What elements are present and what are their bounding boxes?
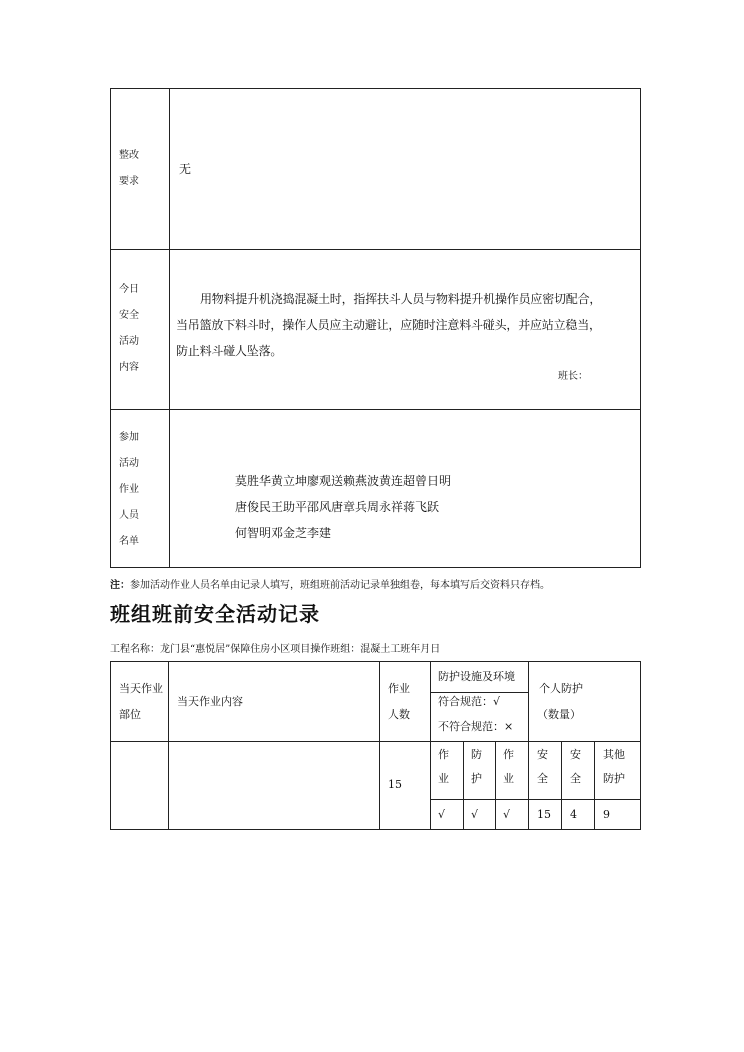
- content-line: 莫胜华黄立坤廖观送赖燕波黄连超曾日明: [235, 474, 452, 488]
- table-divider: [169, 89, 170, 567]
- cell-divider: [430, 692, 529, 693]
- rectification-content: 无: [179, 162, 192, 176]
- activity-record-table: [110, 88, 641, 568]
- check-mark: √: [503, 808, 511, 821]
- header-count-cell: [379, 661, 431, 742]
- team-leader-signature: 班长：: [558, 371, 588, 382]
- header-text: 符合规范：√: [438, 695, 501, 708]
- header-text: 当天作业内容: [177, 695, 243, 708]
- rectification-label: [119, 143, 139, 195]
- value-cell: [495, 799, 529, 830]
- label-line: 整改: [119, 150, 139, 161]
- participants-list: [235, 468, 451, 546]
- quantity-value: 9: [603, 808, 610, 821]
- quantity-value: 4: [570, 808, 577, 821]
- header-text: 作业: [388, 682, 410, 695]
- header-text: 个人防护: [539, 682, 583, 695]
- row-content-cell: [168, 741, 380, 830]
- header-text: 不符合规范：×: [438, 720, 514, 733]
- label-line: 参加: [119, 432, 139, 443]
- safety-activity-label: [119, 277, 139, 381]
- label-line: 人员: [119, 510, 139, 521]
- value-cell: [594, 799, 641, 830]
- project-info: 工程名称：龙门县“惠悦居”保障住房小区项目操作班组：混凝土工班年月日: [110, 644, 441, 655]
- content-line: 唐俊民王助平邵风唐章兵周永祥蒋飞跃: [235, 500, 440, 514]
- label-line: 内容: [119, 362, 139, 373]
- header-content-cell: [168, 661, 380, 742]
- sub-header-cell: [594, 741, 641, 800]
- sub-header-text: 作: [438, 748, 449, 761]
- sub-header-text: 业: [503, 772, 514, 785]
- label-line: 名单: [119, 536, 139, 547]
- header-personal-cell: [528, 661, 641, 742]
- check-mark: √: [471, 808, 479, 821]
- header-text: 防护设施及环境: [438, 670, 515, 683]
- value-cell: [430, 799, 464, 830]
- page-title: 班组班前安全活动记录: [110, 602, 320, 626]
- value-cell: [463, 799, 496, 830]
- header-text: （数量）: [537, 708, 581, 721]
- sub-header-text: 安: [570, 748, 581, 761]
- value-cell: [561, 799, 595, 830]
- sub-header-text: 安: [537, 748, 548, 761]
- table-row-divider: [111, 249, 640, 250]
- content-line: 防止料斗碰人坠落。: [176, 344, 283, 358]
- header-text: 人数: [388, 708, 410, 721]
- row-count-cell: [379, 741, 431, 830]
- sub-header-cell: [430, 741, 464, 800]
- worker-count: 15: [388, 778, 402, 791]
- sub-header-text: 防护: [603, 772, 625, 785]
- sub-header-text: 全: [537, 772, 548, 785]
- sub-header-text: 全: [570, 772, 581, 785]
- label-line: 安全: [119, 310, 139, 321]
- value-cell: [528, 799, 562, 830]
- header-text: 部位: [119, 708, 141, 721]
- sub-header-cell: [561, 741, 595, 800]
- label-line: 要求: [119, 176, 139, 187]
- sub-header-cell: [495, 741, 529, 800]
- check-mark: √: [438, 808, 446, 821]
- header-text: 当天作业: [119, 682, 163, 695]
- label-line: 活动: [119, 336, 139, 347]
- sub-header-text: 护: [471, 772, 482, 785]
- sub-header-cell: [528, 741, 562, 800]
- sub-header-text: 业: [438, 772, 449, 785]
- footnote-text: 参加活动作业人员名单由记录人填写，班组班前活动记录单独组卷，每本填写后交资料只存档。: [130, 580, 550, 591]
- quantity-value: 15: [537, 808, 551, 821]
- content-line: 用物料提升机浇捣混凝土时，指挥扶斗人员与物料提升机操作员应密切配合，: [200, 292, 602, 306]
- label-line: 作业: [119, 484, 139, 495]
- sub-header-cell: [463, 741, 496, 800]
- sub-header-text: 作: [503, 748, 514, 761]
- sub-header-text: 防: [471, 748, 482, 761]
- footnote-prefix: 注：: [110, 580, 130, 591]
- content-line: 当吊篮放下料斗时，操作人员应主动避让，应随时注意料斗碰头，并应站立稳当，: [176, 318, 601, 332]
- participants-label: [119, 425, 139, 555]
- header-location-cell: [110, 661, 169, 742]
- label-line: 活动: [119, 458, 139, 469]
- table-row-divider: [111, 409, 640, 410]
- row-location-cell: [110, 741, 169, 830]
- content-line: 何智明邓金芝李建: [235, 526, 332, 540]
- label-line: 今日: [119, 284, 139, 295]
- safety-activity-content: [176, 286, 646, 364]
- header-protection-cell: [430, 661, 529, 742]
- footnote: [110, 576, 550, 591]
- sub-header-text: 其他: [603, 748, 625, 761]
